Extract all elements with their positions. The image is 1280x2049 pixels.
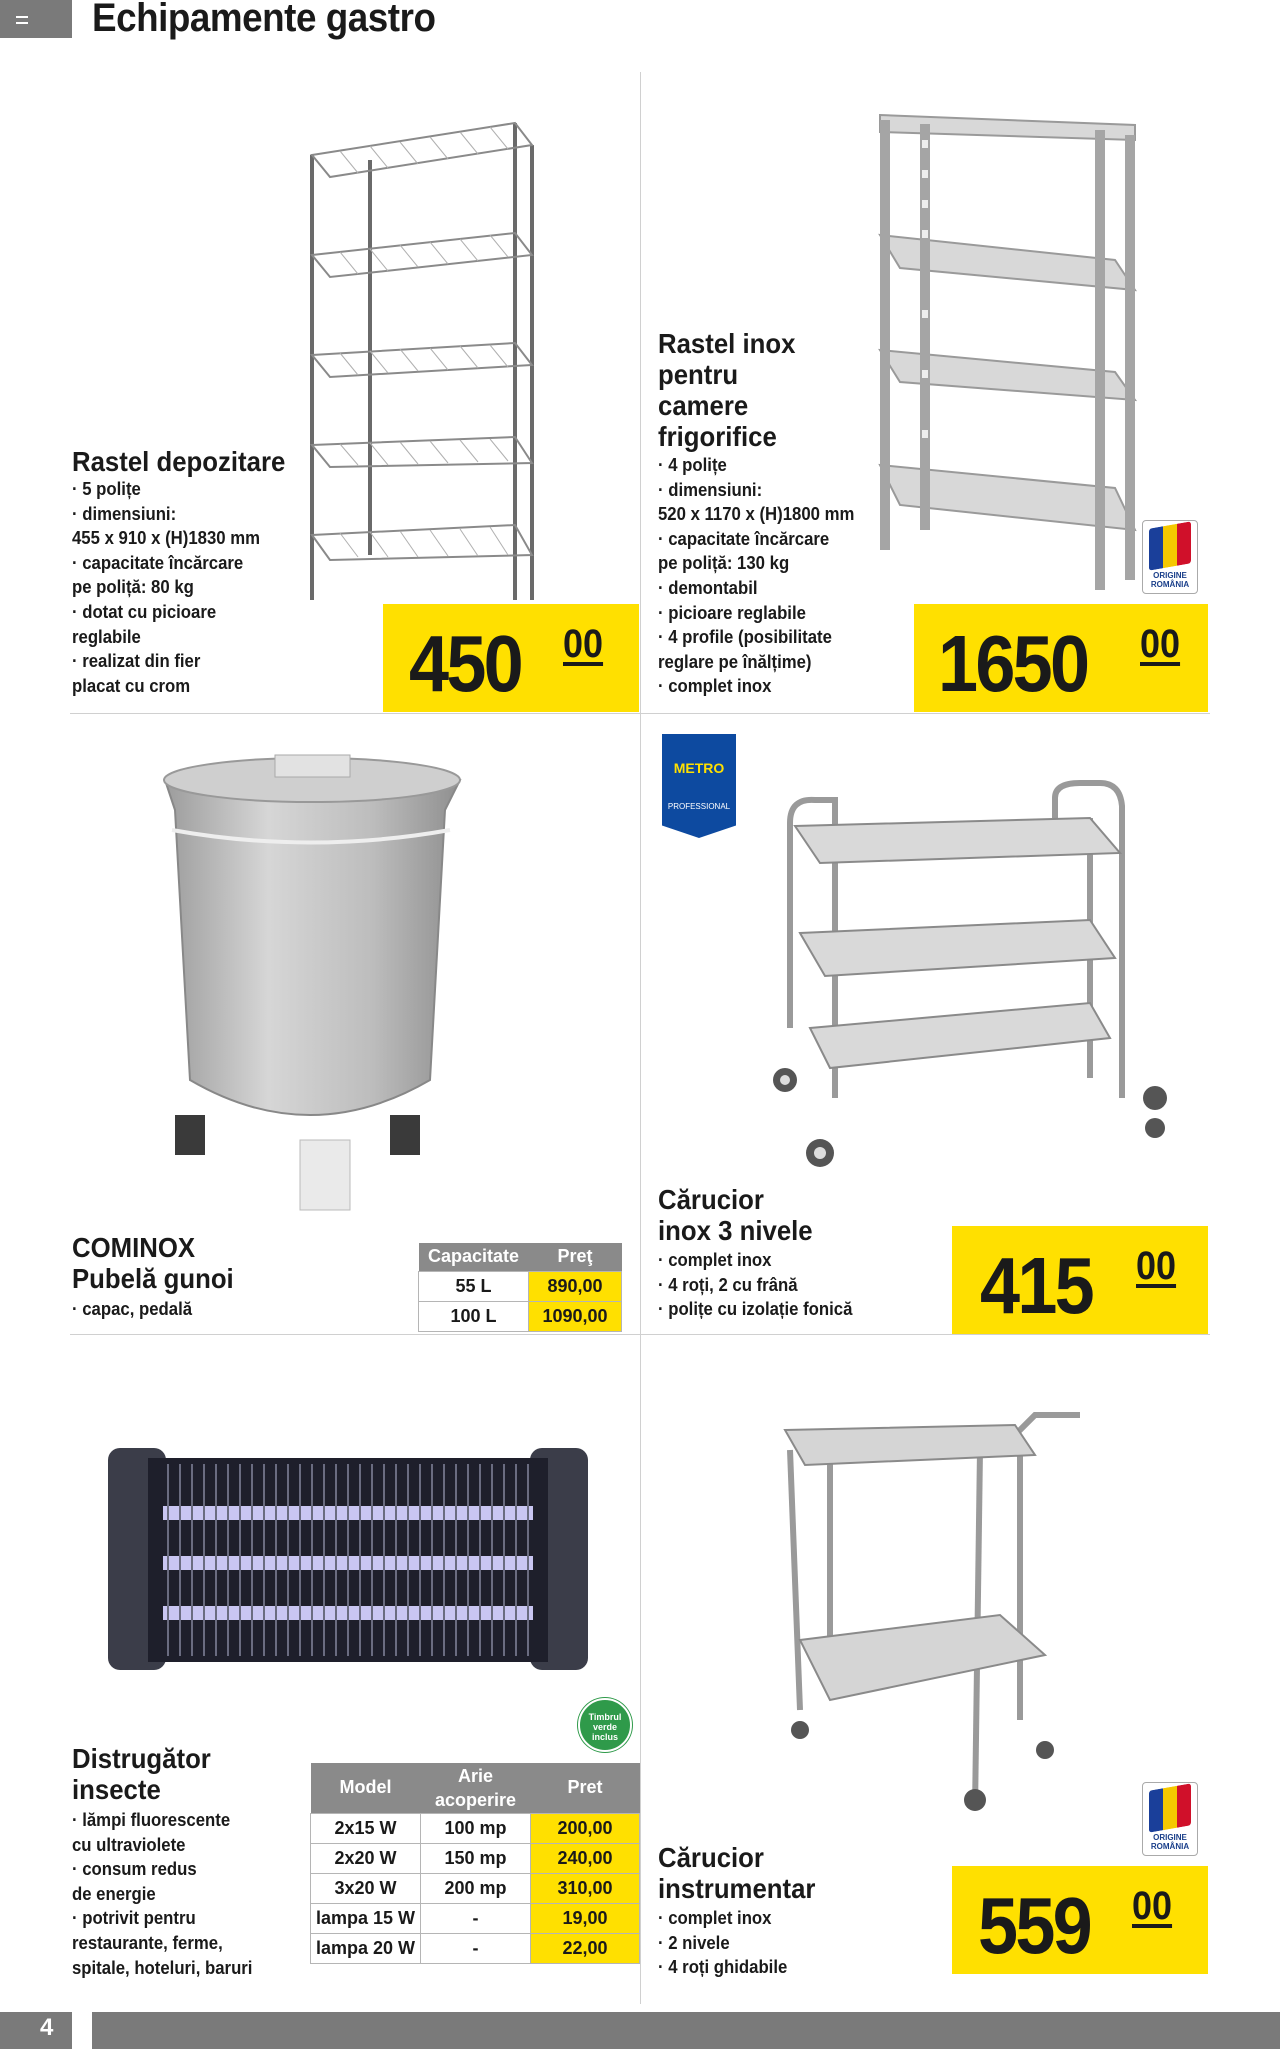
price-cents: 00 bbox=[563, 622, 604, 666]
price-table: Capacitate Preţ 55 L 890,00 100 L 1090,00 bbox=[418, 1243, 622, 1332]
trolley-3-level-image bbox=[760, 778, 1180, 1178]
wire-shelf-image bbox=[300, 115, 540, 605]
trash-bin-image bbox=[150, 750, 470, 1230]
product-features: · 5 polițe · dimensiuni: 455 x 910 x (H)1830 mm · capacitate încărcare pe poliță: 80 kg · dotat cu picioare reglabile · realizat din fier placat cu crom bbox=[72, 479, 260, 696]
product-title: COMINOX Pubelă gunoi bbox=[72, 1232, 234, 1294]
product-title: Rastel inox pentru camere frigorifice bbox=[658, 328, 796, 452]
product-title: Cărucior inox 3 nivele bbox=[658, 1184, 813, 1246]
product-features: · complet inox · 2 nivele · 4 roți ghidabile bbox=[658, 1908, 788, 1978]
price-box bbox=[383, 604, 639, 712]
row-divider bbox=[70, 713, 1210, 714]
price-box bbox=[914, 604, 1208, 712]
insect-killer-image bbox=[108, 1446, 588, 1676]
price-table: Model Arie acoperire Pret 2x15 W 100 mp 200,00 2x20 W 150 mp 240,00 3x20 W 200 mp 310,00 lampa 15 W - 19,00 lampa 20 W - 22,00 bbox=[310, 1763, 640, 1964]
metro-logo-text: METRO bbox=[673, 760, 725, 776]
product-title: Rastel depozitare bbox=[72, 446, 286, 477]
price-box bbox=[952, 1866, 1208, 1974]
table-row: 100 L 1090,00 bbox=[419, 1301, 622, 1331]
origin-badge: ORIGINE ROMÂNIA bbox=[1142, 520, 1198, 594]
footer-page-box bbox=[0, 2012, 72, 2049]
price-main: 1650 bbox=[938, 619, 1088, 708]
table-row: 55 L 890,00 bbox=[419, 1271, 622, 1301]
price-cents: 00 bbox=[1140, 622, 1181, 666]
row-divider bbox=[70, 1334, 1210, 1335]
product-title: Distrugător insecte bbox=[72, 1743, 211, 1805]
column-divider bbox=[640, 72, 641, 2004]
timbru-verde-stamp: Timbrul verde inclus bbox=[578, 1698, 632, 1752]
origin-badge: ORIGINE ROMÂNIA bbox=[1142, 1782, 1198, 1856]
footer-bar bbox=[92, 2012, 1280, 2049]
table-row: lampa 15 W - 19,00 bbox=[311, 1903, 640, 1933]
romania-flag-icon bbox=[1149, 521, 1191, 570]
page-title: Echipamente gastro bbox=[92, 0, 436, 40]
table-row: 2x15 W 100 mp 200,00 bbox=[311, 1813, 640, 1843]
table-row: lampa 20 W - 22,00 bbox=[311, 1933, 640, 1963]
product-features: · capac, pedală bbox=[72, 1299, 193, 1319]
price-main: 559 bbox=[978, 1881, 1091, 1970]
table-row: 2x20 W 150 mp 240,00 bbox=[311, 1843, 640, 1873]
price-cents: 00 bbox=[1136, 1244, 1177, 1288]
product-title: Cărucior instrumentar bbox=[658, 1842, 816, 1904]
menu-icon bbox=[16, 16, 28, 24]
steel-shelf-image bbox=[875, 110, 1145, 610]
price-cents: 00 bbox=[1132, 1884, 1173, 1928]
metro-logo-subtext: PROFESSIONAL bbox=[667, 802, 731, 811]
product-features: · 4 polițe · dimensiuni: 520 x 1170 x (H)1800 mm · capacitate încărcare pe poliță: 130 kg · demontabil · picioare reglabile · 4 profile (posibilitate reglare pe înălțime) · complet inox bbox=[658, 455, 855, 697]
price-main: 450 bbox=[409, 619, 522, 708]
romania-flag-icon bbox=[1149, 1783, 1191, 1832]
table-row: 3x20 W 200 mp 310,00 bbox=[311, 1873, 640, 1903]
metro-logo bbox=[662, 734, 736, 838]
price-box bbox=[952, 1226, 1208, 1334]
header-tab bbox=[0, 0, 72, 38]
trolley-2-level-image bbox=[770, 1410, 1090, 1820]
page-number: 4 bbox=[40, 2014, 54, 2041]
price-main: 415 bbox=[980, 1241, 1093, 1330]
product-features: · lămpi fluorescente cu ultraviolete · consum redus de energie · potrivit pentru restaurante, ferme, spitale, hoteluri, baruri bbox=[72, 1810, 253, 1978]
product-features: · complet inox · 4 roți, 2 cu frână · polițe cu izolație fonică bbox=[658, 1250, 853, 1320]
